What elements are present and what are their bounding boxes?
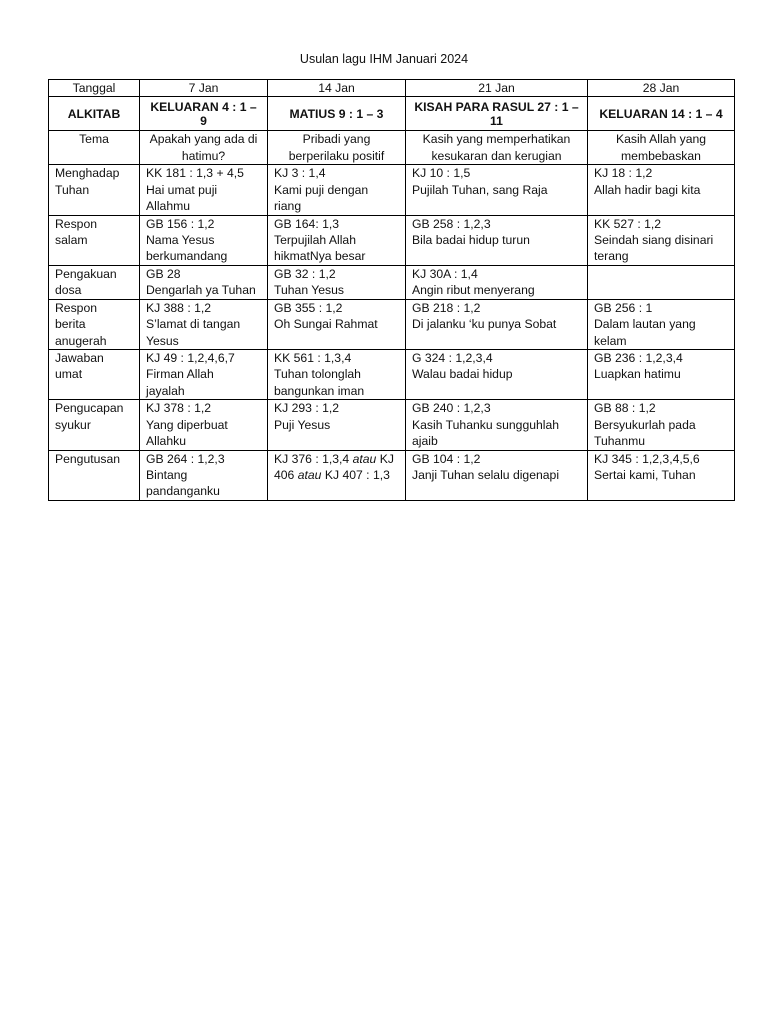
table-row bbox=[49, 450, 735, 500]
tema-line: membebaskan bbox=[621, 148, 701, 163]
table-row bbox=[49, 299, 735, 349]
song-cell bbox=[406, 299, 588, 349]
song-title-line: Kasih Tuhanku sungguhlah bbox=[412, 417, 560, 432]
song-code: KJ 293 : 1,2 bbox=[274, 401, 340, 416]
tema-line: Apakah yang ada di bbox=[149, 132, 258, 147]
row-label-line: umat bbox=[55, 367, 83, 382]
song-code: KJ 10 : 1,5 bbox=[412, 166, 471, 181]
song-title-line: terang bbox=[594, 249, 629, 264]
song-title-line: Pujilah Tuhan, sang Raja bbox=[412, 182, 548, 197]
row-label-line: berita bbox=[55, 317, 86, 332]
song-title-line: Dengarlah ya Tuhan bbox=[146, 283, 256, 298]
song-code: KJ 388 : 1,2 bbox=[146, 300, 212, 315]
song-cell bbox=[588, 265, 735, 299]
song-cell bbox=[140, 450, 268, 500]
song-cell bbox=[588, 299, 735, 349]
song-title-line: jayalah bbox=[146, 383, 185, 398]
song-cell bbox=[268, 265, 406, 299]
table-row bbox=[49, 265, 735, 299]
song-cell bbox=[588, 450, 735, 500]
tema-label: Tema bbox=[49, 131, 140, 165]
song-title-line: Bintang bbox=[146, 467, 188, 482]
alkitab-row bbox=[49, 97, 735, 131]
song-code: GB 355 : 1,2 bbox=[274, 300, 343, 315]
song-title-line: riang bbox=[274, 199, 302, 214]
song-title-line: hikmatNya besar bbox=[274, 249, 366, 264]
song-code: KJ 30A : 1,4 bbox=[412, 266, 478, 281]
tema-line: Pribadi yang bbox=[302, 132, 371, 147]
song-cell bbox=[268, 450, 406, 500]
song-title-line: kelam bbox=[594, 333, 627, 348]
song-code: KJ 378 : 1,2 bbox=[146, 401, 212, 416]
song-title-line: Allahku bbox=[146, 434, 186, 449]
song-title-line: Oh Sungai Rahmat bbox=[274, 317, 378, 332]
song-cell bbox=[406, 400, 588, 450]
song-title-line: Bila badai hidup turun bbox=[412, 233, 530, 248]
song-code: KJ 49 : 1,2,4,6,7 bbox=[146, 351, 235, 366]
row-label-line: dosa bbox=[55, 283, 82, 298]
song-title-line: Walau badai hidup bbox=[412, 367, 513, 382]
song-title-line: bangunkan iman bbox=[274, 383, 365, 398]
song-cell bbox=[140, 350, 268, 400]
row-label bbox=[49, 350, 140, 400]
reading-3: KISAH PARA RASUL 27 : 1 – 11 bbox=[406, 97, 588, 131]
song-cell bbox=[268, 165, 406, 215]
song-cell bbox=[406, 350, 588, 400]
row-label-line: Pengucapan bbox=[55, 401, 124, 416]
song-title-line: Sertai kami, Tuhan bbox=[594, 467, 696, 482]
row-label-line: Pengutusan bbox=[55, 451, 121, 466]
song-cell bbox=[268, 215, 406, 265]
song-cell bbox=[268, 400, 406, 450]
song-code: GB 218 : 1,2 bbox=[412, 300, 481, 315]
row-label-line: Tuhan bbox=[55, 182, 90, 197]
song-code: GB 28 bbox=[146, 266, 181, 281]
tema-line: berperilaku positif bbox=[288, 148, 385, 163]
reading-1: KELUARAN 4 : 1 – 9 bbox=[140, 97, 268, 131]
song-cell bbox=[140, 400, 268, 450]
song-code: GB 156 : 1,2 bbox=[146, 216, 215, 231]
row-label bbox=[49, 215, 140, 265]
song-line bbox=[274, 451, 399, 467]
song-title-line: Firman Allah bbox=[146, 367, 214, 382]
row-label-line: Jawaban bbox=[55, 351, 104, 366]
tema-cell-4 bbox=[588, 131, 735, 165]
song-cell bbox=[140, 299, 268, 349]
song-code: GB 88 : 1,2 bbox=[594, 401, 656, 416]
song-code: KK 561 : 1,3,4 bbox=[274, 351, 352, 366]
song-code: KJ 3 : 1,4 bbox=[274, 166, 326, 181]
song-code: GB 256 : 1 bbox=[594, 300, 653, 315]
table-row bbox=[49, 350, 735, 400]
date-header-3: 21 Jan bbox=[406, 80, 588, 97]
date-header-4: 28 Jan bbox=[588, 80, 735, 97]
song-code: KJ 18 : 1,2 bbox=[594, 166, 653, 181]
row-label-line: Menghadap bbox=[55, 166, 120, 181]
song-schedule-table bbox=[48, 79, 735, 501]
song-title-line: Puji Yesus bbox=[274, 417, 331, 432]
song-title-line: Angin ribut menyerang bbox=[412, 283, 535, 298]
date-header-2: 14 Jan bbox=[268, 80, 406, 97]
song-title-line: Hai umat puji bbox=[146, 182, 218, 197]
song-cell bbox=[140, 265, 268, 299]
row-label bbox=[49, 400, 140, 450]
song-title-line: Seindah siang disinari bbox=[594, 233, 714, 248]
song-title-line: Tuhan Yesus bbox=[274, 283, 345, 298]
tema-line: Kasih Allah yang bbox=[615, 132, 707, 147]
song-title-line: Allah hadir bagi kita bbox=[594, 182, 701, 197]
song-cell bbox=[588, 215, 735, 265]
tema-line: hatimu? bbox=[181, 148, 226, 163]
song-cell bbox=[268, 299, 406, 349]
row-label-line: anugerah bbox=[55, 333, 107, 348]
song-title-line: Terpujilah Allah bbox=[274, 233, 356, 248]
song-title-line: Yesus bbox=[146, 333, 179, 348]
song-code: KJ 345 : 1,2,3,4,5,6 bbox=[594, 451, 700, 466]
tema-line: Kasih yang memperhatikan bbox=[422, 132, 571, 147]
table-row bbox=[49, 400, 735, 450]
song-title-line: pandanganku bbox=[146, 484, 220, 499]
song-cell bbox=[140, 165, 268, 215]
alternative-word: atau bbox=[297, 467, 322, 482]
tema-cell-1 bbox=[140, 131, 268, 165]
row-label bbox=[49, 165, 140, 215]
song-cell bbox=[268, 350, 406, 400]
song-title-line: Di jalanku ‘ku punya Sobat bbox=[412, 317, 557, 332]
alkitab-label: ALKITAB bbox=[49, 97, 140, 131]
row-label-line: syukur bbox=[55, 417, 91, 432]
tema-line: kesukaran dan kerugian bbox=[431, 148, 562, 163]
song-code: KJ 376 : 1,3,4 bbox=[274, 451, 353, 466]
song-code: GB 236 : 1,2,3,4 bbox=[594, 351, 683, 366]
row-label bbox=[49, 265, 140, 299]
song-title-line: ajaib bbox=[412, 434, 438, 449]
tema-cell-2 bbox=[268, 131, 406, 165]
song-code: GB 104 : 1,2 bbox=[412, 451, 481, 466]
song-title-line: Yang diperbuat bbox=[146, 417, 228, 432]
table-row bbox=[49, 215, 735, 265]
table-row bbox=[49, 165, 735, 215]
row-label-line: salam bbox=[55, 233, 88, 248]
reading-4: KELUARAN 14 : 1 – 4 bbox=[588, 97, 735, 131]
song-cell bbox=[406, 165, 588, 215]
row-label bbox=[49, 450, 140, 500]
song-code: GB 32 : 1,2 bbox=[274, 266, 336, 281]
song-title-line: Dalam lautan yang bbox=[594, 317, 696, 332]
song-cell bbox=[588, 400, 735, 450]
song-code: G 324 : 1,2,3,4 bbox=[412, 351, 493, 366]
song-code: KK 181 : 1,3 + 4,5 bbox=[146, 166, 244, 181]
song-title-line: S’lamat di tangan bbox=[146, 317, 241, 332]
tema-row bbox=[49, 131, 735, 165]
song-code: KJ 407 : 1,3 bbox=[321, 467, 390, 482]
song-title-line: Allahmu bbox=[146, 199, 191, 214]
song-title-line: Nama Yesus bbox=[146, 233, 215, 248]
song-title-line: Janji Tuhan selalu digenapi bbox=[412, 467, 560, 482]
alternative-word: atau bbox=[352, 451, 377, 466]
document-title: Usulan lagu IHM Januari 2024 bbox=[299, 52, 469, 66]
song-title-line: Tuhanmu bbox=[594, 434, 646, 449]
song-code: KJ bbox=[376, 451, 394, 466]
row-label-line: Pengakuan bbox=[55, 266, 117, 281]
song-code: KK 527 : 1,2 bbox=[594, 216, 662, 231]
song-cell bbox=[588, 350, 735, 400]
reading-2: MATIUS 9 : 1 – 3 bbox=[268, 97, 406, 131]
song-title-line: Kami puji dengan bbox=[274, 182, 369, 197]
song-code: GB 264 : 1,2,3 bbox=[146, 451, 225, 466]
song-code: 406 bbox=[274, 467, 298, 482]
song-title-line: Tuhan tolonglah bbox=[274, 367, 361, 382]
song-title-line: berkumandang bbox=[146, 249, 228, 264]
row-label bbox=[49, 299, 140, 349]
song-title-line: Bersyukurlah pada bbox=[594, 417, 696, 432]
song-code: GB 240 : 1,2,3 bbox=[412, 401, 491, 416]
song-cell bbox=[140, 215, 268, 265]
song-cell bbox=[588, 165, 735, 215]
song-code: GB 164: 1,3 bbox=[274, 216, 340, 231]
date-header-1: 7 Jan bbox=[140, 80, 268, 97]
song-title-line: Luapkan hatimu bbox=[594, 367, 681, 382]
row-label-line: Respon bbox=[55, 216, 98, 231]
song-cell bbox=[406, 450, 588, 500]
song-code: GB 258 : 1,2,3 bbox=[412, 216, 491, 231]
song-cell bbox=[406, 215, 588, 265]
date-header-row bbox=[49, 80, 735, 97]
row-label-line: Respon bbox=[55, 300, 98, 315]
song-line bbox=[274, 467, 399, 483]
tema-cell-3 bbox=[406, 131, 588, 165]
header-label-tanggal: Tanggal bbox=[49, 80, 140, 97]
song-cell bbox=[406, 265, 588, 299]
